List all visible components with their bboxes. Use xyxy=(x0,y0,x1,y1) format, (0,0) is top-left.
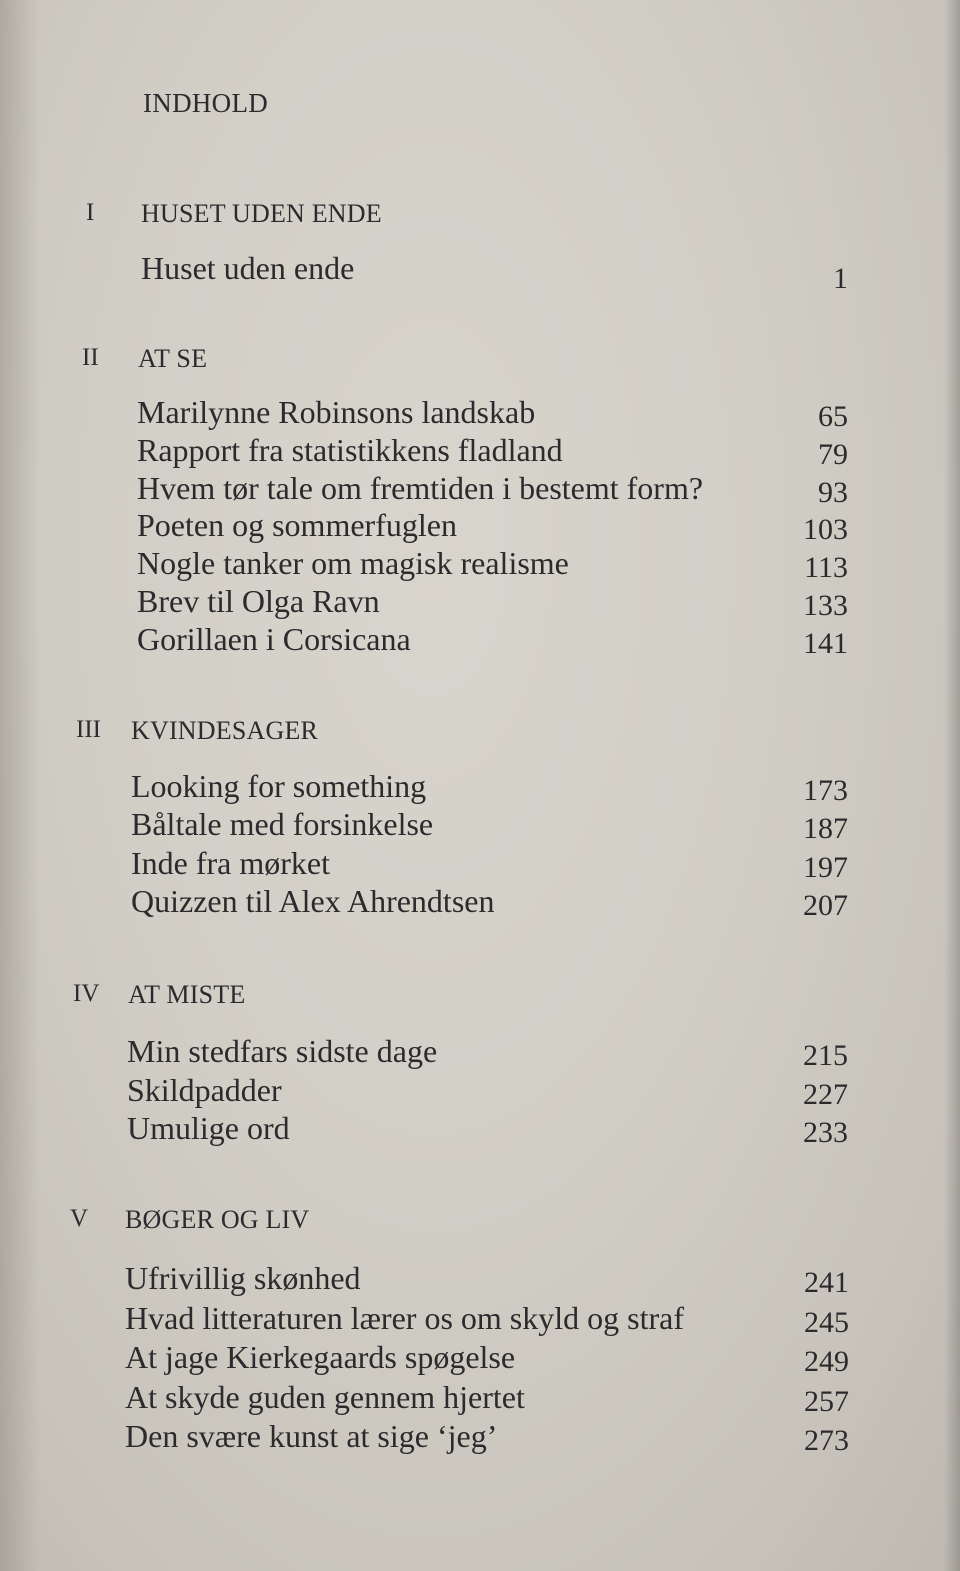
toc-entry-title: Hvem tør tale om fremtiden i bestemt form? xyxy=(137,469,704,506)
toc-entry-page-number: 93 xyxy=(818,475,848,509)
toc-entry-page-number: 215 xyxy=(803,1039,848,1072)
section-numeral: V xyxy=(70,1205,89,1232)
toc-entry-page-number: 233 xyxy=(803,1116,848,1149)
section-numeral: III xyxy=(76,716,101,743)
toc-entry-page-number: 133 xyxy=(803,589,848,622)
toc-entry-title: Marilynne Robinsons landskab xyxy=(137,394,536,430)
section-title: AT MISTE xyxy=(128,980,246,1009)
toc-entry-title: Umulige ord xyxy=(127,1110,290,1146)
toc-entry-page-number: 173 xyxy=(803,774,848,807)
toc-entry-title: Quizzen til Alex Ahrendtsen xyxy=(131,882,495,919)
toc-entry-page-number: 273 xyxy=(804,1424,849,1457)
contents-heading: INDHOLD xyxy=(143,88,269,118)
toc-entry-title: Brev til Olga Ravn xyxy=(137,583,380,619)
toc-entry-page-number: 207 xyxy=(803,888,848,922)
toc-entry-title: At skyde guden gennem hjertet xyxy=(125,1378,525,1415)
toc-entry-page-number: 197 xyxy=(803,850,848,884)
toc-entry-page-number: 65 xyxy=(818,400,848,433)
section-numeral: I xyxy=(86,199,95,226)
toc-entry-title: At jage Kierkegaards spøgelse xyxy=(125,1339,516,1375)
toc-entry-page-number: 113 xyxy=(804,551,848,585)
toc-entry-title: Båltale med forsinkelse xyxy=(131,806,434,843)
toc-entry-page-number: 103 xyxy=(803,513,848,547)
toc-entry-page-number: 1 xyxy=(833,262,848,295)
toc-entry-title: Skildpadder xyxy=(127,1071,282,1108)
toc-entry-title: Ufrivillig skønhed xyxy=(125,1260,361,1296)
toc-entry-title: Hvad litteraturen lærer os om skyld og straf xyxy=(125,1299,684,1336)
section-numeral: II xyxy=(82,344,99,371)
toc-entry-title: Inde fra mørket xyxy=(131,844,331,881)
toc-entry-page-number: 241 xyxy=(804,1266,849,1299)
toc-entry-title: Nogle tanker om magisk realisme xyxy=(137,545,569,582)
toc-entry-page-number: 187 xyxy=(803,812,848,846)
toc-entry-title: Min stedfars sidste dage xyxy=(127,1033,438,1069)
toc-entry-page-number: 141 xyxy=(803,626,848,660)
section-title: KVINDESAGER xyxy=(131,716,319,745)
section-title: BØGER OG LIV xyxy=(125,1205,310,1234)
toc-entry-page-number: 79 xyxy=(818,437,848,471)
toc-entry-title: Looking for something xyxy=(131,768,427,804)
toc-entry-page-number: 245 xyxy=(804,1305,849,1339)
toc-entry-page-number: 249 xyxy=(804,1345,849,1378)
toc-entry-title: Poeten og sommerfuglen xyxy=(137,507,457,544)
section-title: AT SE xyxy=(138,344,208,373)
toc-entry-title: Huset uden ende xyxy=(141,250,355,286)
toc-entry-title: Den svære kunst at sige ‘jeg’ xyxy=(125,1418,498,1454)
section-numeral: IV xyxy=(73,980,100,1007)
toc-entry-title: Gorillaen i Corsicana xyxy=(137,620,411,657)
section-title: HUSET UDEN ENDE xyxy=(141,199,382,228)
toc-entry-title: Rapport fra statistikkens fladland xyxy=(137,431,563,468)
toc-entry-page-number: 257 xyxy=(804,1384,849,1418)
toc-entry-page-number: 227 xyxy=(803,1077,848,1111)
